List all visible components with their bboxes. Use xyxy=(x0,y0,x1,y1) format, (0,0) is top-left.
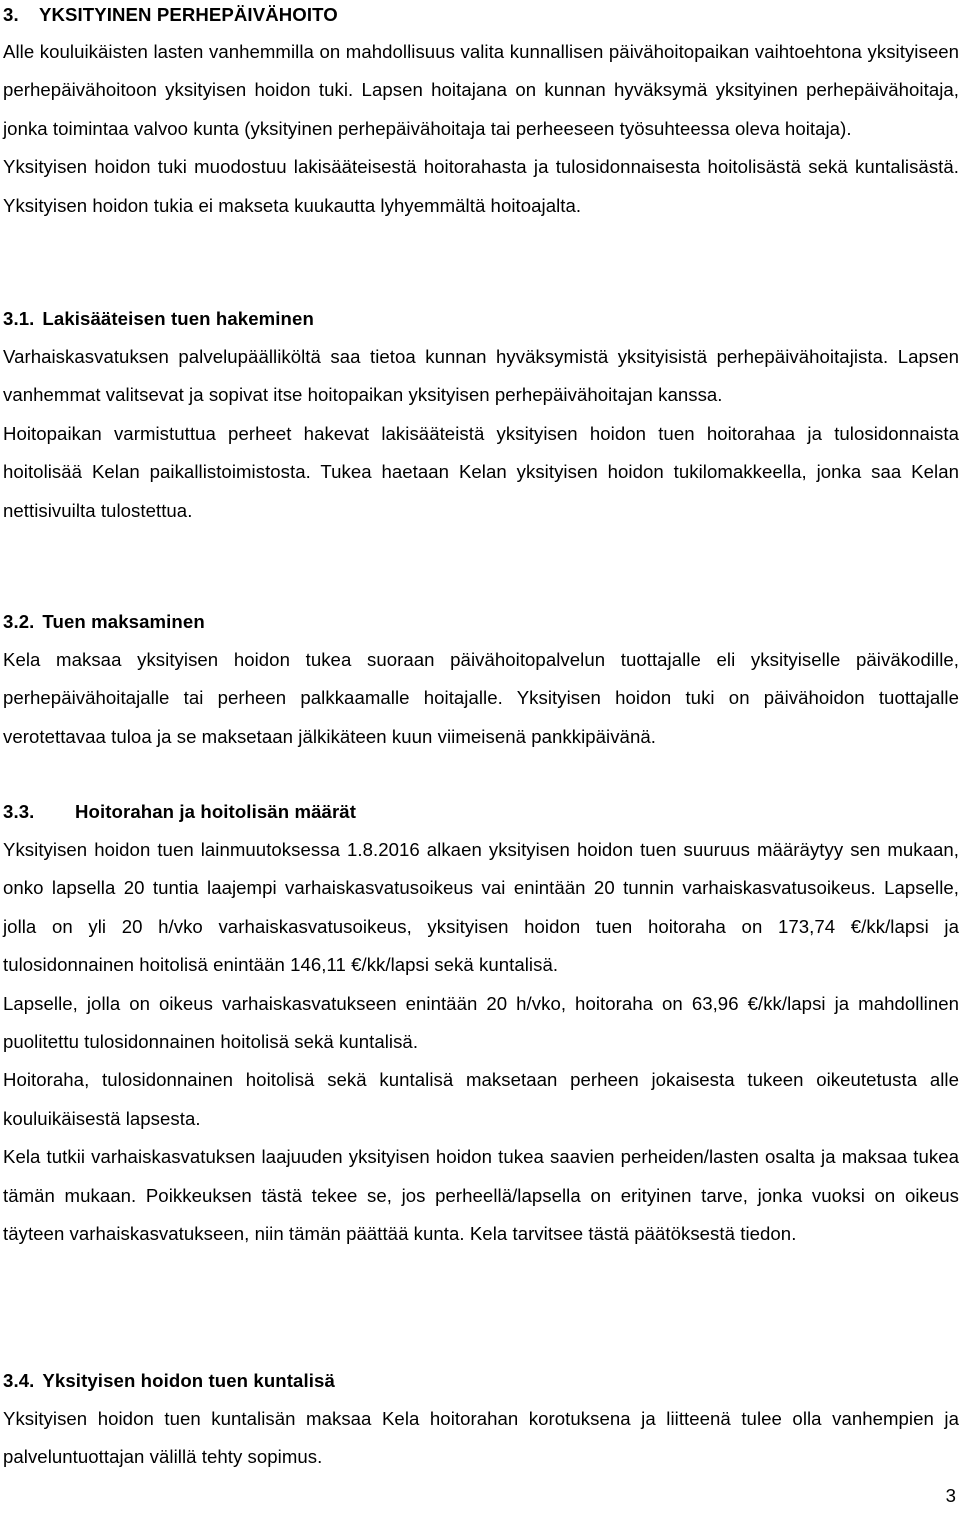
section-3-number: 3. xyxy=(3,4,19,25)
section-3-4-number: 3.4. xyxy=(3,1370,35,1391)
section-3-3-paragraph-3: Hoitoraha, tulosidonnainen hoitolisä sekä kuntalisä maksetaan perheen jokaisesta tukeen oikeutetusta alle kouluikäisestä lapsesta. xyxy=(3,1069,959,1129)
section-3-2-paragraph-1: Kela maksaa yksityisen hoidon tukea suoraan päivähoitopalvelun tuottajalle eli yksityiselle päiväkodille, perhepäivähoitajalle tai perheen palkkaamalle hoitajalle. Yksityisen hoidon tuki on päivähoidon tuottajalle verotettavaa tuloa ja se maksetaan jälkikäteen kuun viimeisenä pankkipäivänä. xyxy=(3,649,959,747)
section-3-3-heading xyxy=(3,793,959,831)
section-3-4 xyxy=(3,1362,959,1477)
section-3-4-paragraph-1: Yksityisen hoidon tuen kuntalisän maksaa Kela hoitorahan korotuksena ja liitteenä tulee olla vanhempien ja palveluntuottajan välillä tehty sopimus. xyxy=(3,1408,959,1468)
section-3-paragraph-2: Yksityisen hoidon tuki muodostuu lakisääteisestä hoitorahasta ja tulosidonnaisesta hoitolisästä sekä kuntalisästä. Yksityisen hoidon tukia ei makseta kuukautta lyhyemmältä hoitoajalta. xyxy=(3,156,959,216)
section-3-1-number: 3.1. xyxy=(3,308,35,329)
section-3-4-heading xyxy=(3,1362,959,1400)
section-3-4-title: Yksityisen hoidon tuen kuntalisä xyxy=(42,1370,335,1391)
section-3-2 xyxy=(3,603,959,756)
section-3-title: YKSITYINEN PERHEPÄIVÄHOITO xyxy=(39,4,338,25)
section-3-3-title: Hoitorahan ja hoitolisän määrät xyxy=(75,801,357,822)
section-3-3-paragraph-4: Kela tutkii varhaiskasvatuksen laajuuden yksityisen hoidon tukea saavien perheiden/lasten osalta ja maksaa tukea tämän mukaan. Poikkeuksen tästä tekee se, jos perheellä/lapsella on erityinen tarve, jonka vuoksi on oikeus täyteen varhaiskasvatukseen, niin tämän päättää kunta. Kela tarvitsee tästä päätöksestä tiedon. xyxy=(3,1146,959,1245)
section-3-1-paragraph-2: Hoitopaikan varmistuttua perheet hakevat lakisääteistä yksityisen hoidon tuen hoitorahaa ja tulosidonnaista hoitolisää Kelan paikallistoimistosta. Tukea haetaan Kelan yksityisen hoidon tukilomakkeella, jonka saa Kelan nettisivuilta tulostettua. xyxy=(3,422,959,521)
section-3-2-heading xyxy=(3,603,959,641)
section-3-3-number: 3.3. xyxy=(3,801,35,822)
section-3-2-title: Tuen maksaminen xyxy=(42,611,205,632)
page-number: 3 xyxy=(945,1485,956,1506)
section-3-3-paragraph-2: Lapselle, jolla on oikeus varhaiskasvatukseen enintään 20 h/vko, hoitoraha on 63,96 €/kk/lapsi ja mahdollinen puolitettu tulosidonnainen hoitolisä sekä kuntalisä. xyxy=(3,992,959,1053)
section-3-1-paragraph-1: Varhaiskasvatuksen palvelupäälliköltä saa tietoa kunnan hyväksymistä yksityisistä perhepäivähoitajista. Lapsen vanhemmat valitsevat ja sopivat itse hoitopaikan yksityisen perhepäivähoitajan kanssa. xyxy=(3,346,959,406)
section-3-2-number: 3.2. xyxy=(3,611,35,632)
section-3-1-heading xyxy=(3,300,959,338)
section-3-3-paragraph-1: Yksityisen hoidon tuen lainmuutoksessa 1.8.2016 alkaen yksityisen hoidon tuen suuruus määräytyy sen mukaan, onko lapsella 20 tuntia laajempi varhaiskasvatusoikeus vai enintään 20 tunnin varhaiskasvatusoikeus. Lapselle, jolla on yli 20 h/vko varhaiskasvatusoikeus, yksityisen hoidon tuen hoitoraha on 173,74 €/kk/lapsi ja tulosidonnainen hoitolisä enintään 146,11 €/kk/lapsi sekä kuntalisä. xyxy=(3,839,959,976)
section-3-paragraph-1: Alle kouluikäisten lasten vanhemmilla on mahdollisuus valita kunnallisen päivähoitopaikan vaihtoehtona yksityiseen perhepäivähoitoon yksityisen hoidon tuki. Lapsen hoitajana on kunnan hyväksymä yksityinen perhepäivähoitaja, jonka toimintaa valvoo kunta (yksityinen perhepäivähoitaja tai perheeseen työsuhteessa oleva hoitaja). xyxy=(3,41,959,139)
section-3-3 xyxy=(3,793,959,1253)
section-3-1-title: Lakisääteisen tuen hakeminen xyxy=(42,308,314,329)
section-3 xyxy=(3,0,959,225)
section-3-heading xyxy=(3,0,959,34)
section-3-1 xyxy=(3,300,959,530)
